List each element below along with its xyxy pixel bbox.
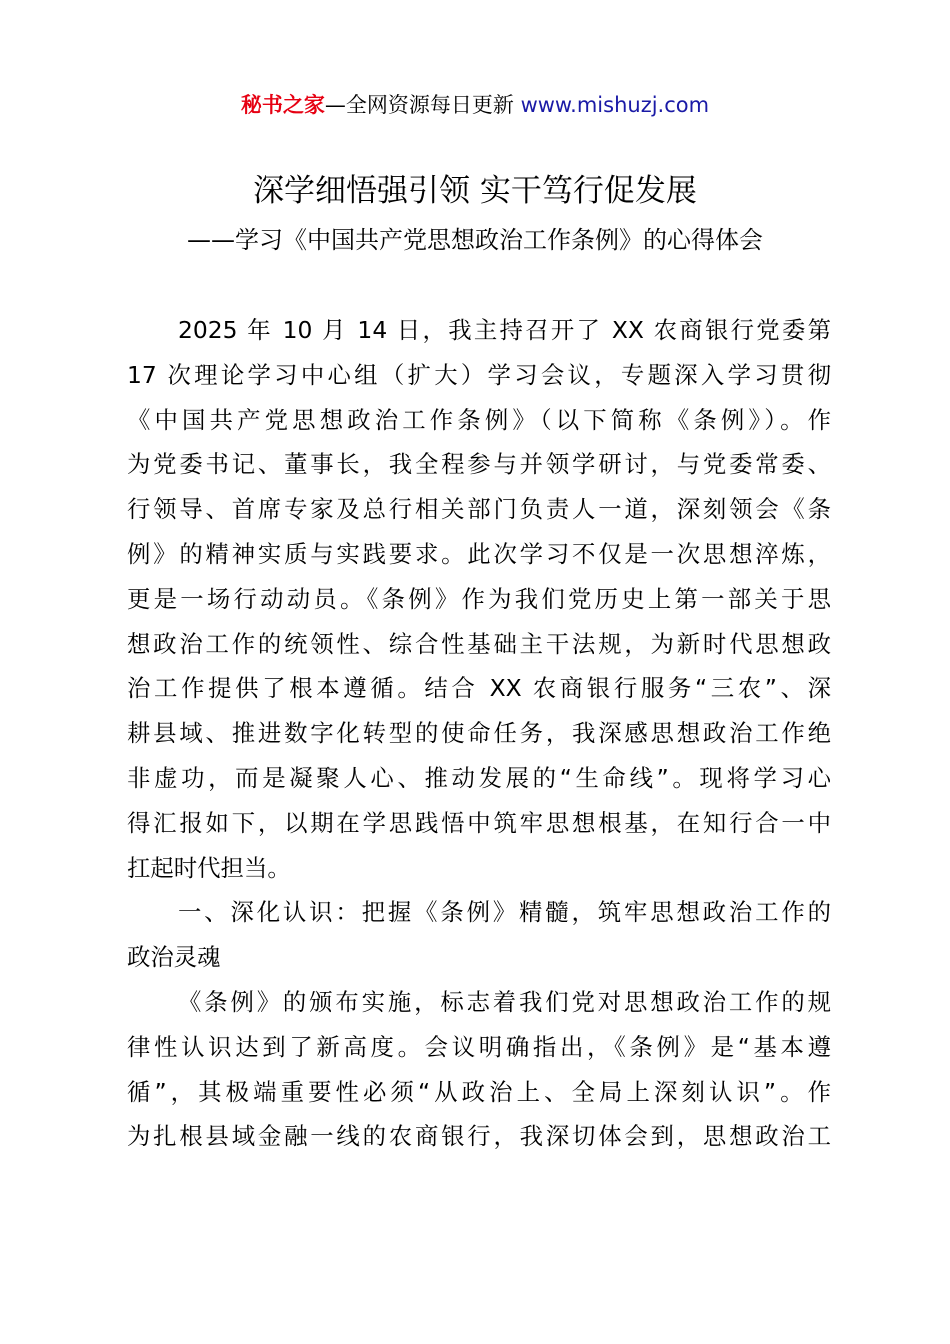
document-body <box>127 308 831 1159</box>
section-heading-line: 一、深化认识：把握《条例》精髓，筑牢思想政治工作的 <box>178 898 831 927</box>
body-line: 非虚功，而是凝聚人心、推动发展的“生命线”。现将学习心 <box>127 763 831 792</box>
body-line: 律性认识达到了新高度。会议明确指出，《条例》是“基本遵 <box>127 1032 831 1061</box>
body-line: 想政治工作的统领性、综合性基础主干法规，为新时代思想政 <box>127 629 831 658</box>
body-line: 《条例》的颁布实施，标志着我们党对思想政治工作的规 <box>178 987 831 1016</box>
site-url-link[interactable]: www.mishuzj.com <box>520 93 710 117</box>
body-line: 耕县域、推进数字化转型的使命任务，我深感思想政治工作绝 <box>127 719 831 748</box>
body-line: 得汇报如下，以期在学思践悟中筑牢思想根基，在知行合一中 <box>127 808 831 837</box>
body-line: 2025 年 10 月 14 日，我主持召开了 XX 农商银行党委第 <box>178 316 831 344</box>
body-line: 为党委书记、董事长，我全程参与并领学研讨，与党委常委、 <box>127 450 831 479</box>
body-line: 治工作提供了根本遵循。结合 XX 农商银行服务“三农”、深 <box>127 674 831 703</box>
body-line: 为扎根县域金融一线的农商银行，我深切体会到，思想政治工 <box>127 1122 831 1151</box>
body-line: 扛起时代担当。 <box>127 853 291 882</box>
body-line: 循”，其极端重要性必须“从政治上、全局上深刻认识”。作 <box>127 1077 831 1106</box>
section-heading-line: 政治灵魂 <box>127 943 221 972</box>
body-line: 更是一场行动动员。《条例》作为我们党历史上第一部关于思 <box>127 584 831 613</box>
body-line: 例》的精神实质与实践要求。此次学习不仅是一次思想淬炼， <box>127 539 831 568</box>
site-header <box>0 88 950 122</box>
body-line: 17 次理论学习中心组（扩大）学习会议，专题深入学习贯彻 <box>127 360 831 389</box>
body-line: 行领导、首席专家及总行相关部门负责人一道，深刻领会《条 <box>127 495 831 524</box>
header-slogan: —全网资源每日更新 <box>324 93 514 117</box>
document-subtitle: ——学习《中国共产党思想政治工作条例》的心得体会 <box>187 226 763 254</box>
document-title: 深学细悟强引领 实干笃行促发展 <box>253 173 697 209</box>
brand-name: 秘书之家 <box>240 93 325 117</box>
body-line: 《中国共产党思想政治工作条例》（以下简称《条例》）。作 <box>127 405 831 434</box>
